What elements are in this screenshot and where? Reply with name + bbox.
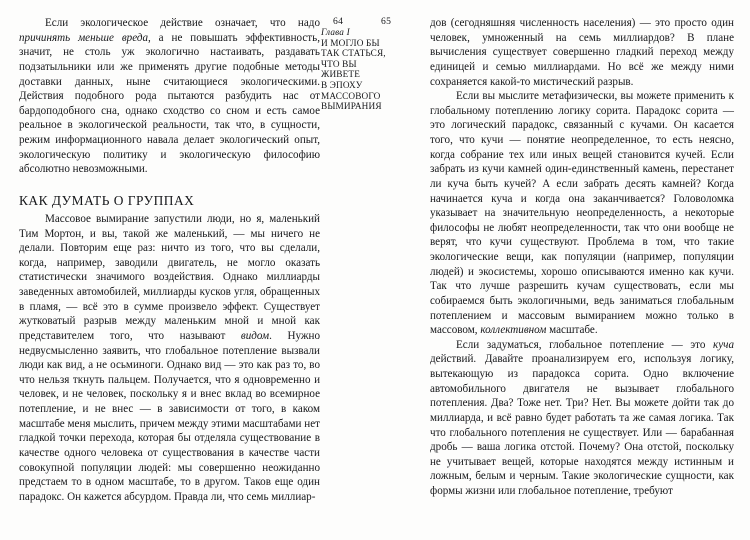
text-column-right xyxy=(430,16,734,499)
paragraph-sorites-rest: масштабе. xyxy=(546,324,598,337)
page-recto xyxy=(430,0,750,540)
running-head xyxy=(321,28,386,113)
paragraph-population-continued: дов (сегодняшняя численность населения) — это просто один человек, умноженный на семь миллиардов? В плане вычисления существует совершенно гладкий переход между единицей и семью миллиардами. Но всё же между ними сохраняется какой-то мистический разрыв. xyxy=(430,17,734,88)
running-head-line-1: И МОГЛО БЫ xyxy=(321,38,380,49)
gutter xyxy=(320,0,430,540)
emphasis-kollektivnom: коллективном xyxy=(480,324,547,337)
running-head-line-7: ВЫМИРАНИЯ xyxy=(321,102,382,113)
section-heading: КАК ДУМАТЬ О ГРУППАХ xyxy=(19,192,195,208)
paragraph-global-warming-heap xyxy=(430,338,734,499)
running-head-line-2: ТАК СТАТЬСЯ, xyxy=(321,49,386,60)
running-head-line-3: ЧТО ВЫ xyxy=(321,59,357,70)
paragraph-mass-extinction-lead: Массовое вымирание запустили люди, но я, маленький Тим Мортон, и вы, такой же маленький, — мы ничего не делали. Повторим еще раз: ничто из того, что вы сделали, когда, например, заводили двигатель, не могло оказать статистически значимого воздействия. Однако миллиарды заведенных автомобилей, миллиарды кусков угля, обращенных в пламя, — всё это в сумме произвело эффект. Существует жутковатый разрыв между маленьким мной и мной как представителем того, что называют xyxy=(19,212,320,342)
paragraph-global-warming-heap-lead: Если задуматься, глобальное потепление — это xyxy=(456,338,714,351)
running-head-chapter: Глава I xyxy=(321,28,350,38)
paragraph-sorites-lead: Если вы мыслите метафизически, вы можете применить к глобальному потеплению логику сорита. Парадокс сорита — это логический парадокс, связанный с кучами. Он касается того, что кучи — понятие неопределенное, то есть неясно, когда собрание тех или иных вещей становится кучей. Если забрать из кучи камней один-единственный камень, перестанет ли куча быть кучей? А если забрать десять камней? Когда начинается куча и когда она заканчивается? Головоломка указывает на значительную неопределенность, а некоторые философы не любят неопределенности, так что они вообще не верят, что кучи существуют. Проблема в том, что такие экологические вещи, как популяции (например, популяции людей) и экосистемы, хорошо описываются именно как кучи. Так что лучше разрешить кучам существовать, если мы собираемся быть экологичными, ведь заниматься глобальным потеплением и массовым вымиранием можно только в массовом, xyxy=(430,90,734,337)
paragraph-global-warming-heap-rest: действий. Давайте проанализируем его, используя логику, вытекающую из парадокса сорита. Одно включение автомобильного двигателя не вызывает глобального потепления. Два? Тоже нет. Три? Нет. Вы можете дойти так до миллиарда, и всё равно будет работать та же самая логика. Так что глобального потепления не существует. Или — барабанная дробь — ваша логика отстой. Почему? Она отстой, поскольку не учитывает вещей, которые находятся между истинным и ложным, белым и черным. Такие экологические сущности, как формы жизни или глобальное потепление, требуют xyxy=(430,353,734,497)
text-column-left xyxy=(19,16,320,504)
running-head-line-5: В ЭПОХУ xyxy=(321,80,363,91)
emphasis-kucha: куча xyxy=(713,338,734,351)
paragraph-mass-extinction xyxy=(19,212,320,505)
page-verso xyxy=(0,0,320,540)
paragraph-mass-extinction-rest: . Нужно недвусмысленно заявить, что глобальное потепление вызвали люди как вид, а не осьминоги. Однако вид — это как раз то, во что нельзя ткнуть пальцем. Получается, что я одновременно и человек, и не человек, поскольку я и внес вклад во всемирное потепление, и не внес — в зависимости от того, в каком масштабе меня мыслить, причем между этими масштабами нет гладкой точки перехода, которая бы отделяла существование в качестве одного человека от существования в качестве части совокупной популяции людей: мы совершенно неожиданно предстаем то в одном масштабе, то в другом. Таков еще один парадокс. Он кажется абсурдом. Правда ли, что семь миллиар- xyxy=(19,329,320,503)
emphasis-prichinyat-menshe-vreda: причинять меньше вреда xyxy=(19,31,149,44)
running-head-line-6: МАССОВОГО xyxy=(321,91,381,102)
page-number-verso: 64 xyxy=(333,16,344,27)
paragraph-opening xyxy=(19,16,320,177)
page-number-recto: 65 xyxy=(381,16,392,27)
paragraph-opening-lead: Если экологическое действие означает, что надо xyxy=(45,17,320,29)
paragraph-sorites xyxy=(430,89,734,338)
running-head-line-4: ЖИВЕТЕ xyxy=(321,70,360,81)
paragraph-opening-rest: , а не повышать эффективность, значит, не столь уж экологично настаивать, раздавать подзатыльники или же применять другие подобные методы доставки данных, ныне считающиеся экологическими. Действия подобного рода пытаются разбудить нас от бардоподобного сна, однако сходство со сном и есть самое реальное в экологической реальности, так что, в сущности, режим информационного навала делает экологический опыт, экологическую политику и экологическую философию абсолютно невозможными. xyxy=(19,31,320,176)
emphasis-vidom: видом xyxy=(240,329,270,342)
